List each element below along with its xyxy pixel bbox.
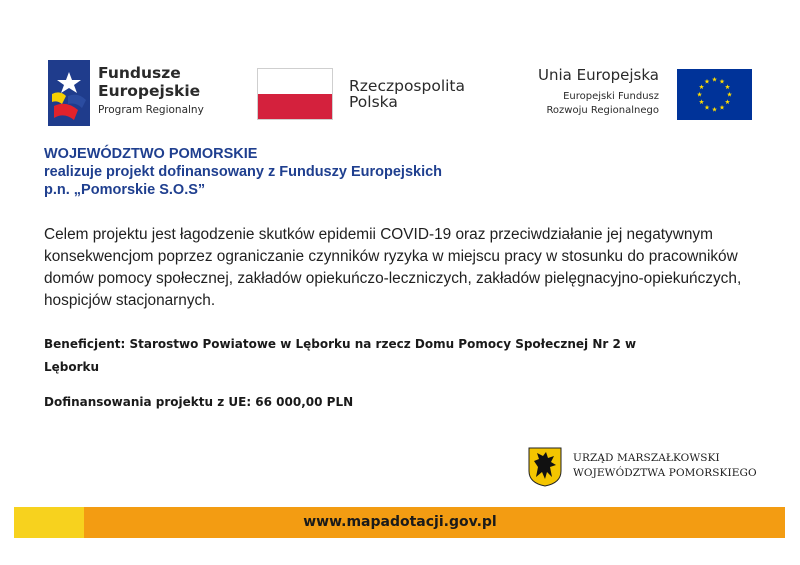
griffin-crest-icon <box>528 447 562 487</box>
urzad-line2: WOJEWÓDZTWA POMORSKIEGO <box>573 467 757 479</box>
project-heading <box>44 145 564 199</box>
beneficiary-text: Beneficjent: Starostwo Powiatowe w Lęborku na rzecz Domu Pomocy Społecznej Nr 2 w Lęborku <box>44 337 637 374</box>
polish-flag-icon <box>257 68 333 120</box>
fundusze-line3: Program Regionalny <box>98 104 204 116</box>
heading-project-name: p.n. „Pomorskie S.O.S” <box>44 182 206 198</box>
funding-text: Dofinansowania projektu z UE: 66 000,00 PLN <box>44 395 354 409</box>
rzeczpospolita-text <box>349 78 465 111</box>
unia-europejska-text <box>520 68 659 119</box>
unia-line3: Rozwoju Regionalnego <box>546 105 659 117</box>
eu-flag-icon <box>677 69 752 120</box>
unia-line2: Europejski Fundusz <box>563 90 659 102</box>
heading-region: WOJEWÓDZTWO POMORSKIE <box>44 146 258 162</box>
fundusze-europejskie-logo-icon <box>48 60 90 126</box>
unia-line1: Unia Europejska <box>538 66 659 84</box>
fundusze-line2: Europejskie <box>98 81 201 100</box>
urzad-marszalkowski-text <box>573 451 757 481</box>
polska-line2: Polska <box>349 93 398 112</box>
project-description: Celem projektu jest łagodzenie skutków epidemii COVID-19 oraz przeciwdziałanie jej negatywnym konsekwencjom poprzez ograniczanie czynników ryzyka w miejscu pracy w stosunku do pracowników domów pomocy społecznej, zakładów opiekuńczo-leczniczych, zakładów pielęgnacyjno-opiekuńczych, hospicjów stacjonarnych. <box>44 226 742 309</box>
heading-realizuje: realizuje projekt dofinansowany z Funduszy Europejskich <box>44 164 443 180</box>
polska-line1: Rzeczpospolita <box>349 77 466 95</box>
urzad-line1: URZĄD MARSZAŁKOWSKI <box>573 452 720 464</box>
fundusze-europejskie-text <box>98 66 204 116</box>
footer-url-link[interactable]: www.mapadotacji.gov.pl <box>303 514 497 530</box>
fundusze-line1: Fundusze <box>98 64 181 82</box>
